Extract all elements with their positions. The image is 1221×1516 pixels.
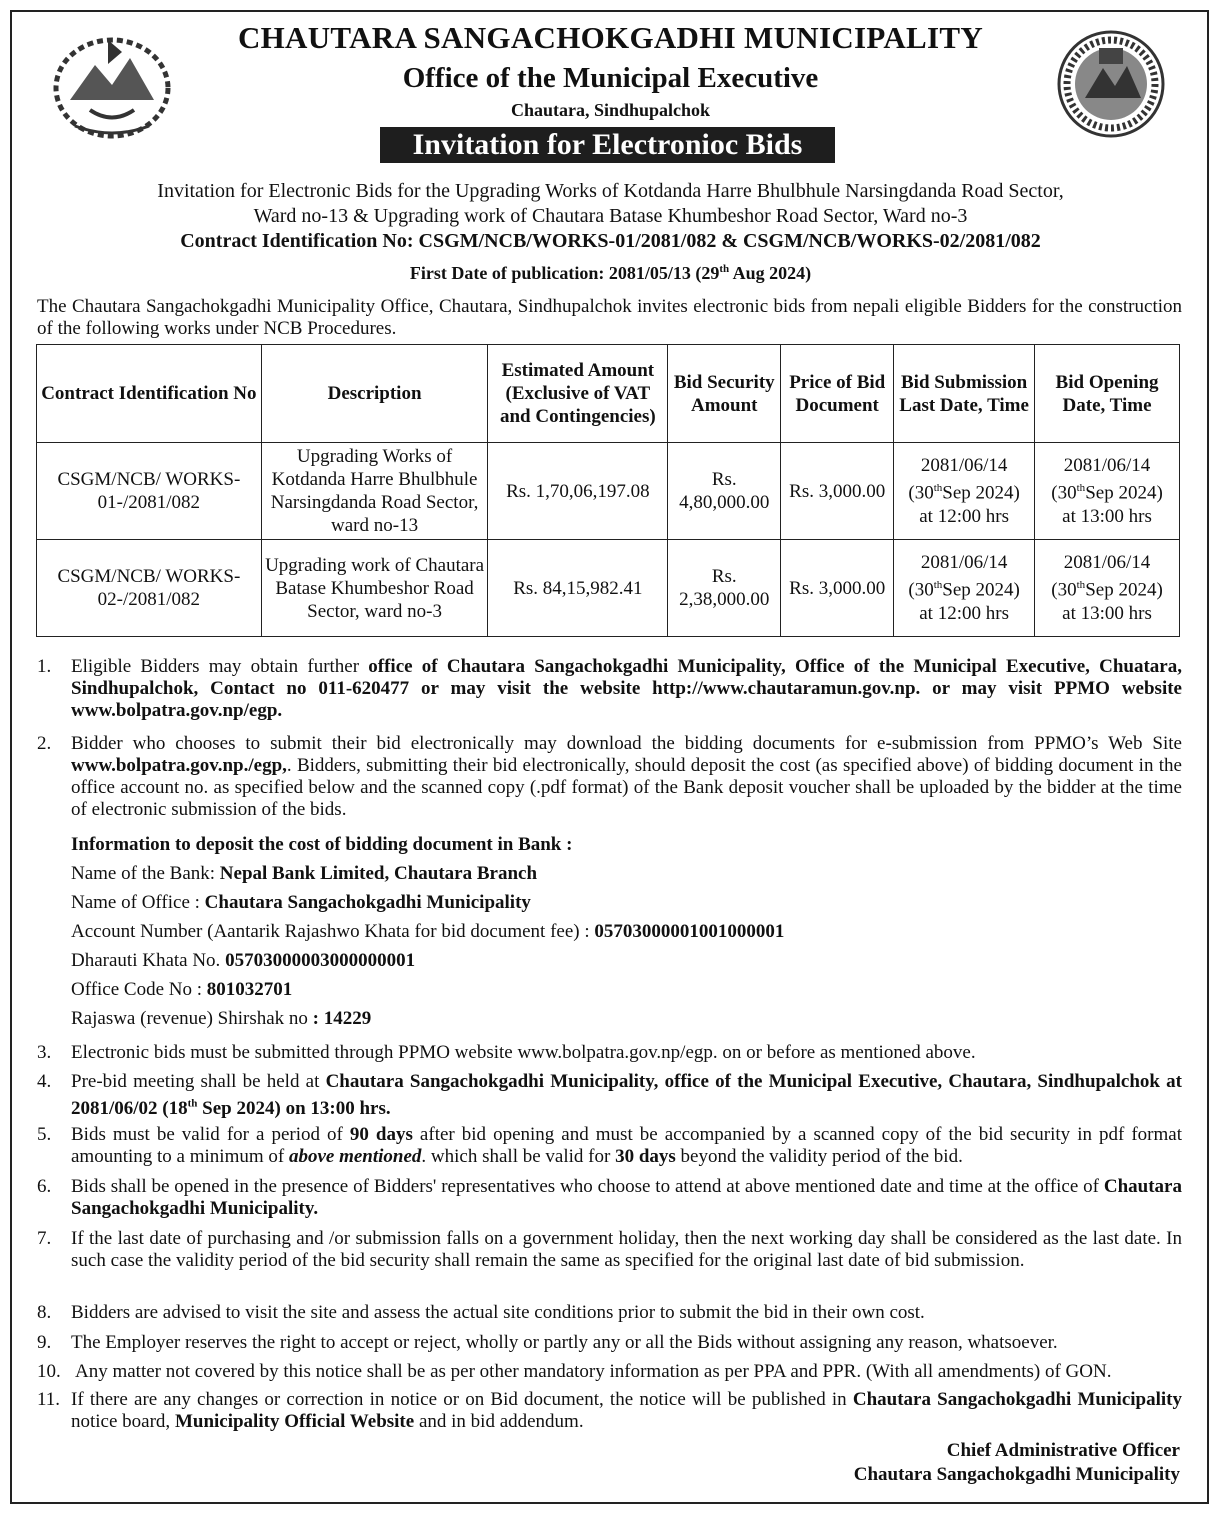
description-cell: Upgrading work of Chautara Batase Khumbeshor Road Sector, ward no-3	[261, 540, 488, 637]
list-item: 4. Pre-bid meeting shall be held at Chautara Sangachokgadhi Municipality, office of the Municipal Executive, Chautara, Sindhupalchok at 2081/06/02 (18th Sep 2024) on 13:00 hrs.	[37, 1071, 1182, 1120]
bid-security-cell: Rs. 2,38,000.00	[668, 540, 781, 637]
dharauti-khata: Dharauti Khata No. 05703000003000000001	[71, 950, 416, 971]
list-item: 7. If the last date of purchasing and /or submission falls on a government holiday, then the next working day shall be considered as the last date. In such case the validity period of the bid security shall remain the same as specified for the original last date of bid submission.	[37, 1228, 1182, 1271]
table-row	[37, 443, 1180, 540]
opening-date-cell: 2081/06/14 (30thSep 2024) at 13:00 hrs	[1035, 540, 1180, 637]
signatory-title: Chief Administrative Officer	[946, 1440, 1180, 1461]
invitation-paragraph: The Chautara Sangachokgadhi Municipality Office, Chautara, Sindhupalchok invites electronic bids from nepali eligible Bidders for the construction of the following works under NCB Procedures.	[37, 296, 1182, 339]
rajaswa-shirshak: Rajaswa (revenue) Shirshak no : 14229	[71, 1008, 372, 1029]
submission-date-cell: 2081/06/14 (30thSep 2024) at 12:00 hrs	[894, 540, 1035, 637]
bid-security-cell: Rs. 4,80,000.00	[668, 443, 781, 540]
bids-table	[36, 344, 1180, 637]
office-name: Name of Office : Chautara Sangachokgadhi Municipality	[71, 892, 531, 913]
bank-name: Name of the Bank: Nepal Bank Limited, Chautara Branch	[71, 863, 538, 884]
description-cell: Upgrading Works of Kotdanda Harre Bhulbhule Narsingdanda Road Sector, ward no-13	[261, 443, 488, 540]
office-location: Chautara, Sindhupalchok	[510, 100, 711, 120]
column-header: Contract Identification No	[37, 345, 262, 443]
invitation-banner: Invitation for Electronioc Bids	[380, 127, 835, 163]
document-price-cell: Rs. 3,000.00	[781, 443, 894, 540]
submission-date-cell: 2081/06/14 (30thSep 2024) at 12:00 hrs	[894, 443, 1035, 540]
column-header: Estimated Amount (Exclusive of VAT and Contingencies)	[488, 345, 668, 443]
column-header: Bid Submission Last Date, Time	[894, 345, 1035, 443]
list-item: 5. Bids must be valid for a period of 90 days after bid opening and must be accompanied by a scanned copy of the bid security in pdf format amounting to a minimum of above mentioned. which shall be valid for 30 days beyond the validity period of the bid.	[37, 1124, 1183, 1167]
list-item: 6. Bids shall be opened in the presence of Bidders' representatives who choose to attend at above mentioned date and time at the office of Chautara Sangachokgadhi Municipality.	[37, 1176, 1182, 1219]
list-item: 3. Electronic bids must be submitted through PPMO website www.bolpatra.gov.np/egp. on or before as mentioned above.	[37, 1042, 976, 1063]
contract-id-cell: CSGM/NCB/ WORKS-02-/2081/082	[37, 540, 262, 637]
opening-date-cell: 2081/06/14 (30thSep 2024) at 13:00 hrs	[1035, 443, 1180, 540]
contract-identification: Contract Identification No: CSGM/NCB/WORKS-01/2081/082 & CSGM/NCB/WORKS-02/2081/082	[180, 230, 1041, 252]
list-item: 9. The Employer reserves the right to accept or reject, wholly or partly any or all the Bids without assigning any reason, whatsoever.	[37, 1332, 1058, 1353]
column-header: Price of Bid Document	[781, 345, 894, 443]
column-header: Description	[261, 345, 488, 443]
account-number: Account Number (Aantarik Rajashwo Khata for bid document fee) : 05703000001001000001	[71, 921, 785, 942]
intro-line-1: Invitation for Electronic Bids for the Upgrading Works of Kotdanda Harre Bhulbhule Narsingdanda Road Sector,	[157, 180, 1064, 202]
municipality-name: CHAUTARA SANGACHOKGADHI MUNICIPALITY	[237, 20, 984, 55]
document-price-cell: Rs. 3,000.00	[781, 540, 894, 637]
signatory-organization: Chautara Sangachokgadhi Municipality	[853, 1464, 1180, 1485]
column-header: Bid Security Amount	[668, 345, 781, 443]
list-item: 1. Eligible Bidders may obtain further office of Chautara Sangachokgadhi Municipality, Office of the Municipal Executive, Chuatara, Sindhupalchok, Contact no 011-620477 or may visit the website http://www.chautaramun.gov.np. or may visit PPMO website www.bolpatra.gov.np/egp.	[37, 656, 1182, 721]
office-title: Office of the Municipal Executive	[402, 62, 819, 94]
list-item: 10. Any matter not covered by this notice shall be as per other mandatory information as per PPA and PPR. (With all amendments) of GON.	[37, 1361, 1112, 1382]
table-row	[37, 540, 1180, 637]
estimated-amount-cell: Rs. 84,15,982.41	[488, 540, 668, 637]
column-header: Bid Opening Date, Time	[1035, 345, 1180, 443]
list-item: 2. Bidder who chooses to submit their bid electronically may download the bidding documents for e-submission from PPMO’s Web Site www.bolpatra.gov.np./egp,. Bidders, submitting their bid electronically, should deposit the cost (as specified above) of bidding document in the office account no. as specified below and the scanned copy (.pdf format) of the Bank deposit voucher shall be uploaded by the bidder at the time of electronic submission of the bids.	[37, 733, 1182, 820]
list-item: 8. Bidders are advised to visit the site and assess the actual site conditions prior to submit the bid in their own cost.	[37, 1302, 925, 1323]
bank-info-heading: Information to deposit the cost of bidding document in Bank :	[71, 834, 573, 855]
estimated-amount-cell: Rs. 1,70,06,197.08	[488, 443, 668, 540]
table-header-row	[37, 345, 1180, 443]
publication-date: First Date of publication: 2081/05/13 (29th Aug 2024)	[409, 263, 812, 283]
list-item: 11. If there are any changes or correction in notice or on Bid document, the notice will be published in Chautara Sangachokgadhi Municipality notice board, Municipality Official Website and in bid addendum.	[37, 1389, 1182, 1432]
office-code: Office Code No : 801032701	[71, 979, 293, 1000]
intro-line-2: Ward no-13 & Upgrading work of Chautara Batase Khumbeshor Road Sector, Ward no-3	[253, 205, 968, 227]
contract-id-cell: CSGM/NCB/ WORKS-01-/2081/082	[37, 443, 262, 540]
